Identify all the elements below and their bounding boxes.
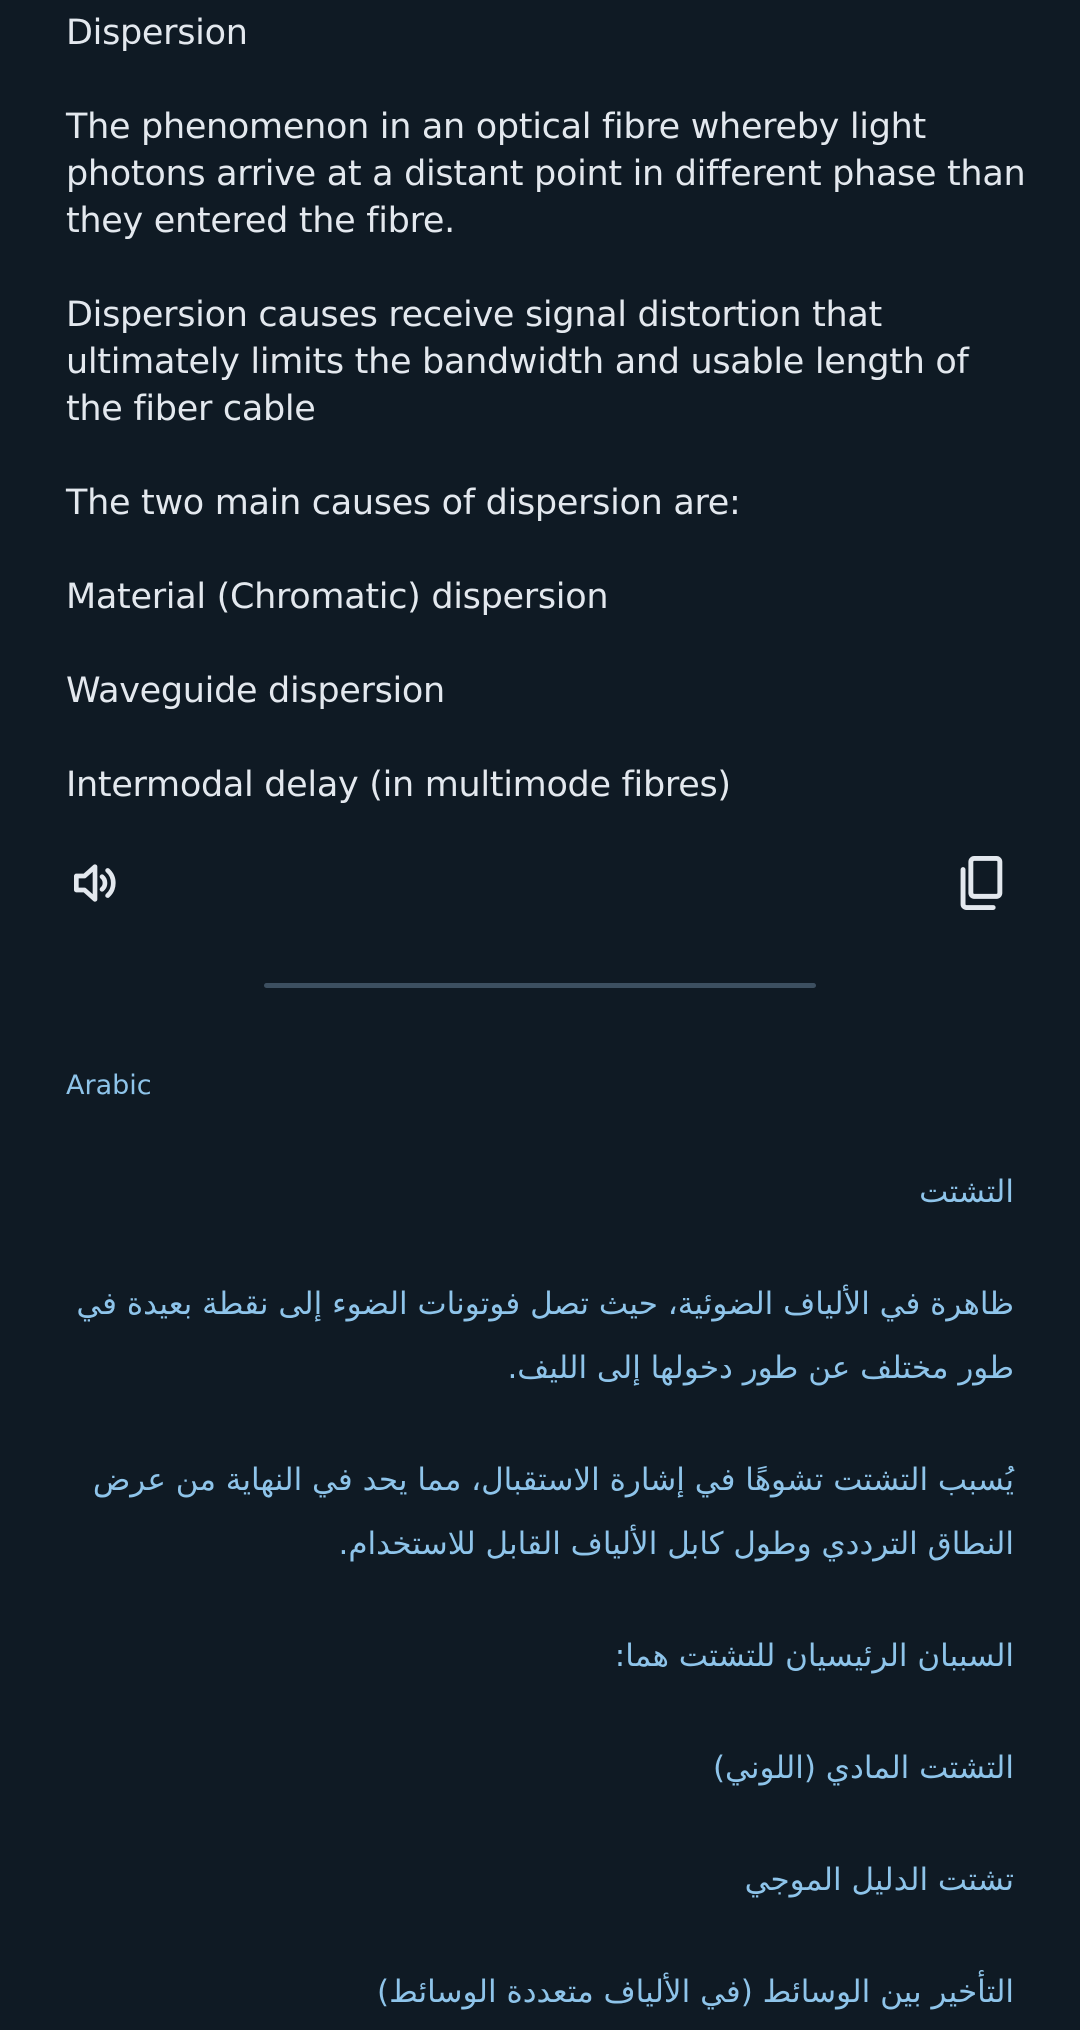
translated-paragraph: ظاهرة في الألياف الضوئية، حيث تصل فوتونات الضوء إلى نقطة بعيدة في طور مختلف عن طور دخولها إلى الليف. [76,1286,1014,1386]
target-language-label: Arabic [66,1070,152,1101]
copy-button[interactable] [949,850,1015,916]
source-paragraph: The two main causes of dispersion are: [66,483,741,523]
speaker-icon [67,855,123,911]
translated-text [66,1160,1014,2024]
source-text [66,10,1026,809]
section-divider [264,983,816,988]
source-paragraph: Dispersion [66,13,248,53]
source-paragraph: Intermodal delay (in multimode fibres) [66,765,731,805]
copy-icon [955,854,1009,912]
translated-paragraph: التشتت المادي (اللوني) [712,1750,1014,1786]
translated-paragraph: السببان الرئيسيان للتشتت هما: [614,1638,1014,1674]
listen-button[interactable] [62,850,128,916]
source-paragraph: Material (Chromatic) dispersion [66,577,609,617]
translated-paragraph: التأخير بين الوسائط (في الألياف متعددة الوسائط) [376,1974,1014,2010]
source-paragraph: Waveguide dispersion [66,671,445,711]
source-actions [0,850,1080,916]
source-paragraph: The phenomenon in an optical fibre whereby light photons arrive at a distant point in different phase than they entered the fibre. [66,107,1026,241]
translated-paragraph: تشتت الدليل الموجي [744,1862,1014,1898]
translated-paragraph: التشتت [919,1174,1014,1210]
translated-paragraph: يُسبب التشتت تشوهًا في إشارة الاستقبال، مما يحد في النهاية من عرض النطاق الترددي وطول كابل الألياف القابل للاستخدام. [92,1462,1014,1562]
source-paragraph: Dispersion causes receive signal distortion that ultimately limits the bandwidth and usable length of the fiber cable [66,295,969,429]
